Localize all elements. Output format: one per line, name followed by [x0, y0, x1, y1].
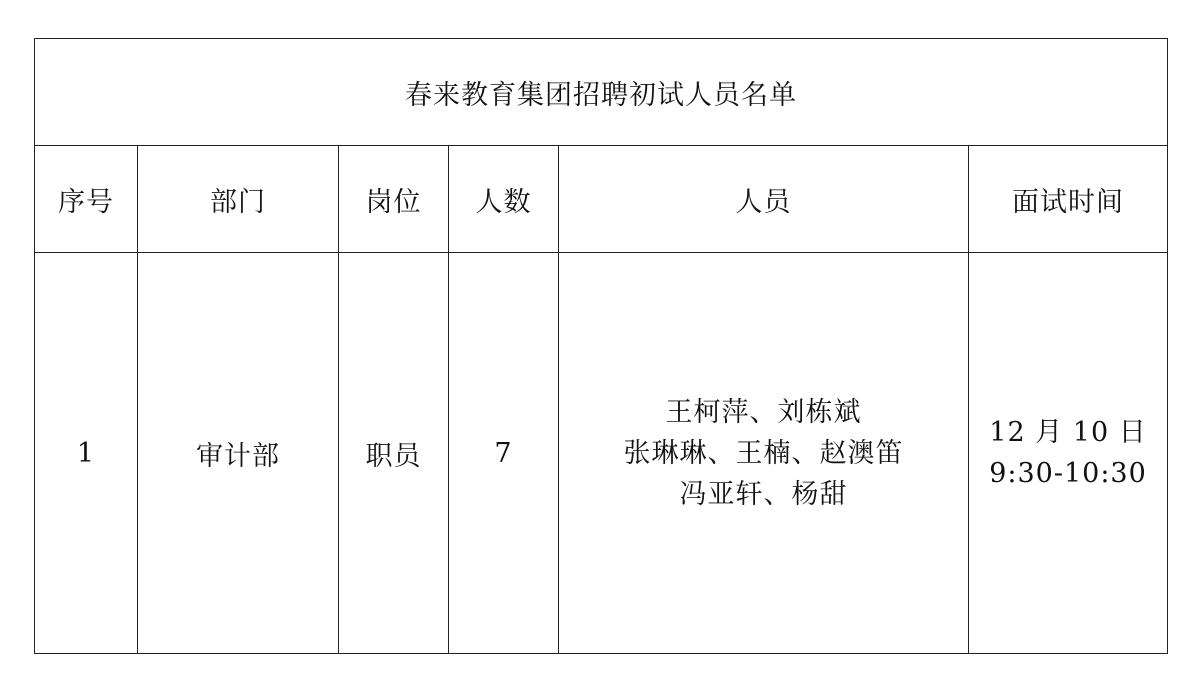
cell-index: 1	[35, 253, 138, 654]
cell-interview-time	[969, 253, 1168, 654]
header-people: 人员	[559, 146, 969, 253]
cell-position: 职员	[339, 253, 449, 654]
interview-date: 12 月 10 日	[989, 417, 1147, 448]
title-row	[35, 39, 1168, 146]
header-position: 岗位	[339, 146, 449, 253]
header-row	[35, 146, 1168, 253]
interview-hours: 9:30-10:30	[989, 458, 1147, 489]
header-index: 序号	[35, 146, 138, 253]
cell-count: 7	[449, 253, 559, 654]
table-row	[35, 253, 1168, 654]
header-department: 部门	[138, 146, 339, 253]
people-line: 张琳琳、王楠、赵澳笛	[623, 437, 904, 469]
candidate-table	[34, 38, 1168, 654]
header-count: 人数	[449, 146, 559, 253]
people-line: 王柯萍、刘栋斌	[665, 396, 862, 428]
header-interview-time: 面试时间	[969, 146, 1168, 253]
cell-department: 审计部	[138, 253, 339, 654]
cell-people	[559, 253, 969, 654]
table-title: 春来教育集团招聘初试人员名单	[35, 39, 1168, 146]
people-line: 冯亚轩、杨甜	[679, 478, 848, 510]
